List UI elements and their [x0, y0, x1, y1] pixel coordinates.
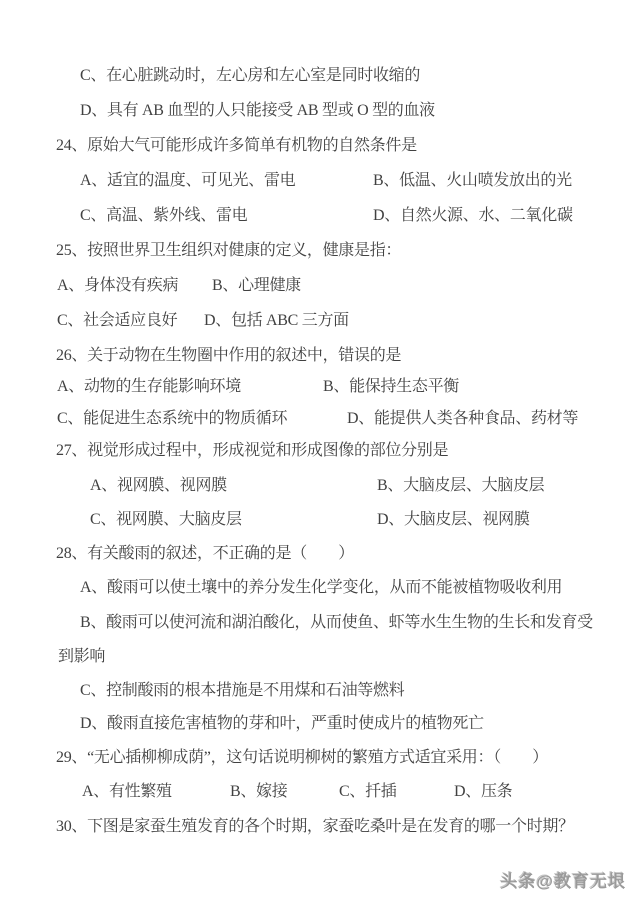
watermark-badge: 头条@教育无垠: [500, 872, 626, 891]
text-segment: C、控制酸雨的根本措施是不用煤和石油等燃料: [80, 682, 405, 699]
text-segment: B、能保持生态平衡: [323, 378, 459, 395]
text-segment: 26、关于动物在生物圈中作用的叙述中，错误的是: [56, 347, 402, 364]
text-segment: 30、下图是家蚕生殖发育的各个时期，家蚕吃桑叶是在发育的哪一个时期？: [56, 818, 574, 835]
text-segment: 29、“无心插柳柳成荫”，这句话说明柳树的繁殖方式适宜采用：（ ）: [56, 749, 549, 766]
text-segment: A、动物的生存能影响环境: [57, 378, 241, 395]
text-segment: D、具有 AB 血型的人只能接受 AB 型或 O 型的血液: [80, 102, 435, 119]
text-segment: 到影响: [58, 648, 106, 665]
text-segment: B、嫁接: [230, 783, 288, 800]
text-segment: D、能提供人类各种食品、药材等: [347, 410, 579, 427]
text-segment: 24、原始大气可能形成许多简单有机物的自然条件是: [56, 137, 417, 154]
text-segment: C、能促进生态系统中的物质循环: [57, 410, 288, 427]
text-segment: B、大脑皮层、大脑皮层: [377, 477, 545, 494]
text-segment: C、在心脏跳动时，左心房和左心室是同时收缩的: [80, 67, 421, 84]
text-segment: D、大脑皮层、视网膜: [377, 511, 530, 528]
text-segment: D、包括 ABC 三方面: [204, 312, 349, 329]
text-segment: D、压条: [454, 783, 513, 800]
text-segment: 25、按照世界卫生组织对健康的定义，健康是指：: [56, 242, 402, 259]
text-segment: A、视网膜、视网膜: [90, 477, 227, 494]
text-segment: B、心理健康: [212, 277, 301, 294]
text-segment: D、酸雨直接危害植物的芽和叶，严重时使成片的植物死亡: [80, 715, 484, 732]
text-segment: B、酸雨可以使河流和湖泊酸化，从而使鱼、虾等水生生物的生长和发育受: [80, 614, 593, 631]
text-segment: C、扦插: [339, 783, 397, 800]
text-segment: A、身体没有疾病: [57, 277, 179, 294]
text-segment: C、视网膜、大脑皮层: [90, 511, 242, 528]
text-segment: D、自然火源、水、二氧化碳: [373, 207, 573, 224]
text-segment: A、适宜的温度、可见光、雷电: [80, 172, 296, 189]
text-segment: C、社会适应良好: [57, 312, 178, 329]
text-segment: B、低温、火山喷发放出的光: [373, 172, 572, 189]
text-segment: 28、有关酸雨的叙述，不正确的是（ ）: [56, 545, 355, 562]
text-segment: C、高温、紫外线、雷电: [80, 207, 248, 224]
text-segment: 27、视觉形成过程中，形成视觉和形成图像的部位分别是: [56, 442, 449, 459]
text-segment: A、酸雨可以使土壤中的养分发生化学变化，从而不能被植物吸收利用: [80, 579, 563, 596]
text-segment: A、有性繁殖: [82, 783, 172, 800]
